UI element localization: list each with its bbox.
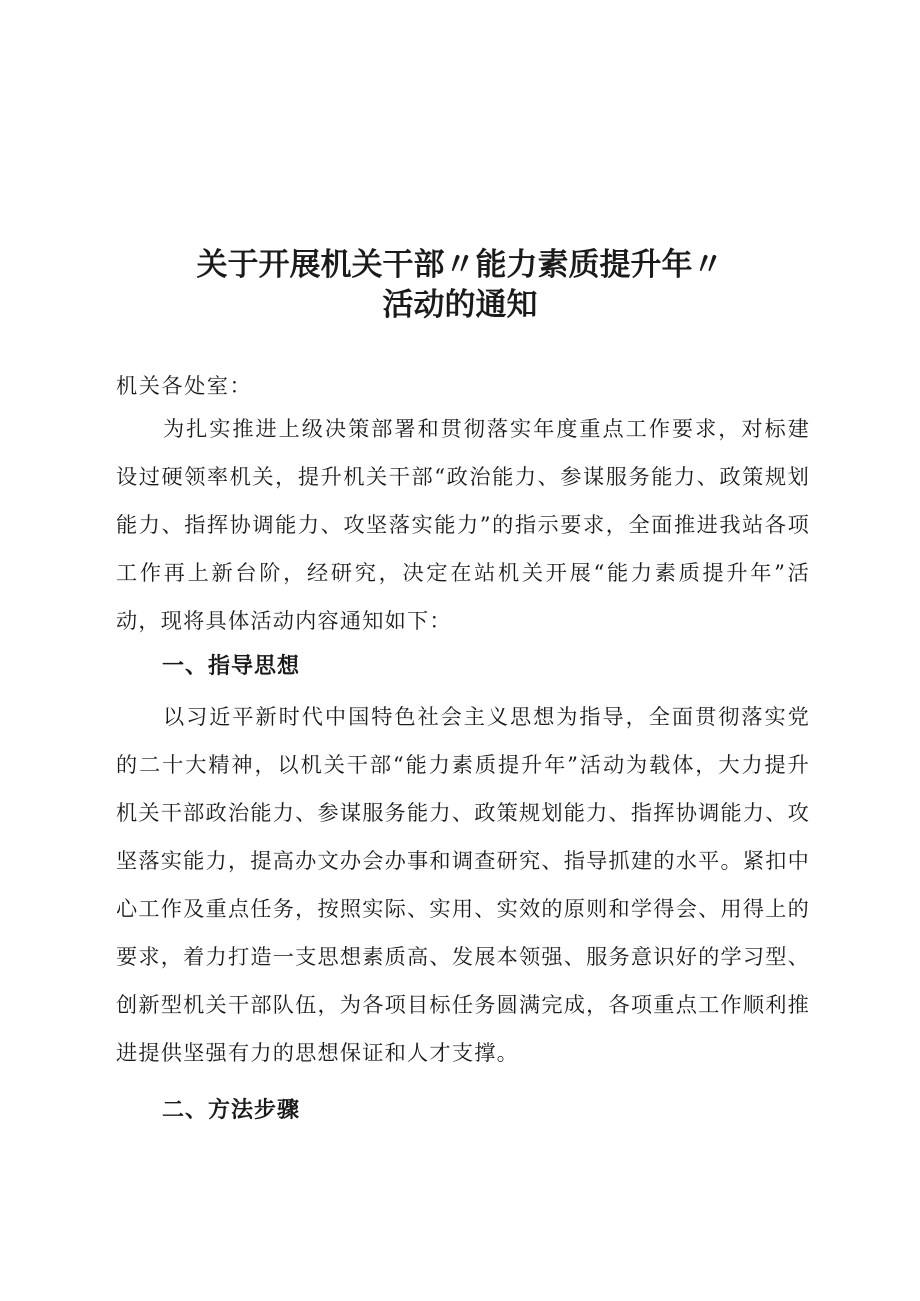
section-heading-methods-steps: 二、方法步骤 [162,1098,301,1123]
document-title-line-2: 活动的通知 [382,287,538,323]
intro-paragraph: 为扎实推进上级决策部署和贯彻落实年度重点工作要求，对标建设过硬领率机关，提升机关干部“政治能力、参谋服务能力、政策规划能力、指挥协调能力、攻坚落实能力”的指示要求，全面推进我站各项工作再上新台阶，经研究，决定在站机关开展“能力素质提升年”活动，现将具体活动内容通知如下： [116,416,810,633]
document-title-line-1: 关于开展机关干部〃能力素质提升年〃 [196,247,724,283]
section-heading-guiding-ideology: 一、指导思想 [162,654,301,679]
guiding-ideology-paragraph: 以习近平新时代中国特色社会主义思想为指导，全面贯彻落实党的二十大精神，以机关干部“能力素质提升年”活动为载体，大力提升机关干部政治能力、参谋服务能力、政策规划能力、指挥协调能力、攻坚落实能力，提高办文办会办事和调查研究、指导抓建的水平。紧扣中心工作及重点任务，按照实际、实用、实效的原则和学得会、用得上的要求，着力打造一支思想素质高、发展本领强、服务意识好的学习型、创新型机关干部队伍，为各项目标任务圆满完成，各项重点工作顺利推进提供坚强有力的思想保证和人才支撑。 [116,704,811,1065]
salutation: 机关各处室： [116,373,253,398]
